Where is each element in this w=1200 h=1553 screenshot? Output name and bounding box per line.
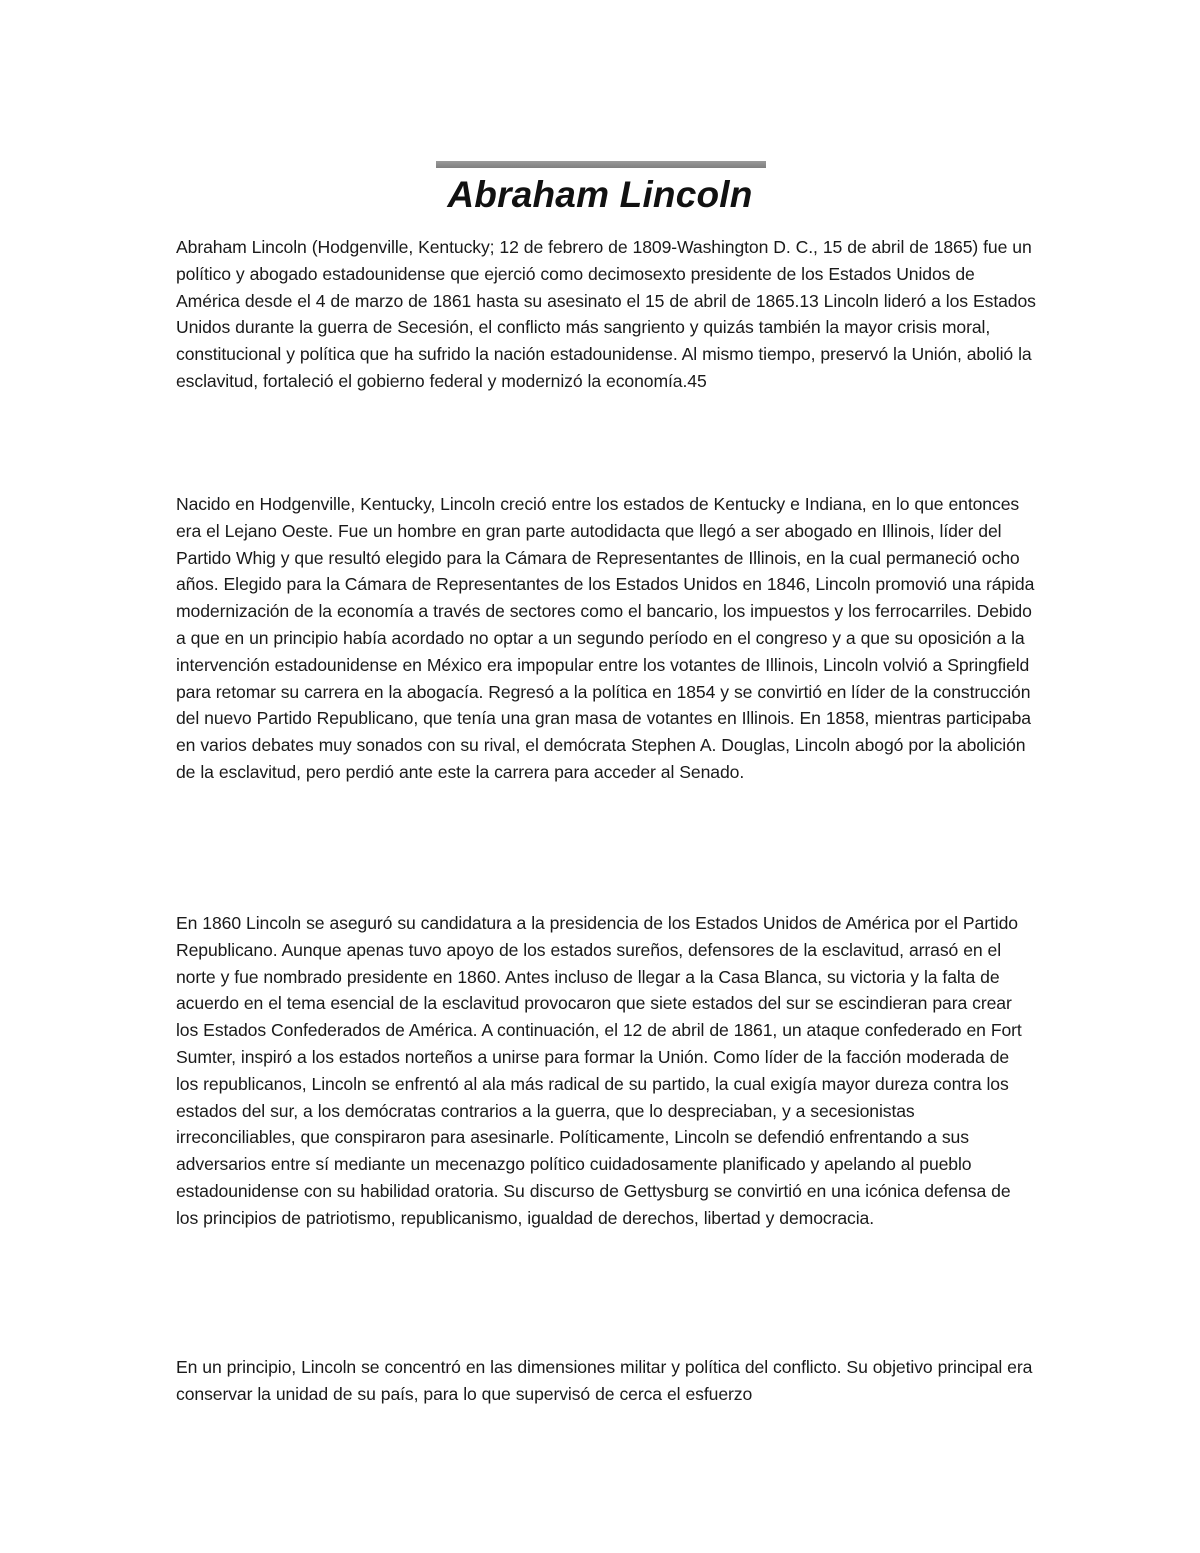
title-rule [436,161,766,168]
paragraph-1-block [176,234,1036,395]
paragraph: Nacido en Hodgenville, Kentucky, Lincoln creció entre los estados de Kentucky e Indiana, en lo que entonces era el Lejano Oeste. Fue un hombre en gran parte autodidacta que llegó a ser abogado en Illinois, líder del Partido Whig y que resultó elegido para la Cámara de Representantes de Illinois, en la cual permaneció ocho años. Elegido para la Cámara de Representantes de los Estados Unidos en 1846, Lincoln promovió una rápida modernización de la economía a través de sectores como el bancario, los impuestos y los ferrocarriles. Debido a que en un principio había acordado no optar a un segundo período en el congreso y a que su oposición a la intervención estadounidense en México era impopular entre los votantes de Illinois, Lincoln volvió a Springfield para retomar su carrera en la abogacía. Regresó a la política en 1854 y se convirtió en líder de la construcción del nuevo Partido Republicano, que tenía una gran masa de votantes en Illinois. En 1858, mientras participaba en varios debates muy sonados con su rival, el demócrata Stephen A. Douglas, Lincoln abogó por la abolición de la esclavitud, pero perdió ante este la carrera para acceder al Senado. [176,494,1035,782]
paragraph-2-block [176,491,1036,786]
document-title: Abraham Lincoln [447,174,753,215]
paragraph: En 1860 Lincoln se aseguró su candidatura a la presidencia de los Estados Unidos de América por el Partido Republicano. Aunque apenas tuvo apoyo de los estados sureños, defensores de la esclavitud, arrasó en el norte y fue nombrado presidente en 1860. Antes incluso de llegar a la Casa Blanca, su victoria y la falta de acuerdo en el tema esencial de la esclavitud provocaron que siete estados del sur se escindieran para crear los Estados Confederados de América. A continuación, el 12 de abril de 1861, un ataque confederado en Fort Sumter, inspiró a los estados norteños a unirse para formar la Unión. Como líder de la facción moderada de los republicanos, Lincoln se enfrentó al ala más radical de su partido, la cual exigía mayor dureza contra los estados del sur, a los demócratas contrarios a la guerra, que lo despreciaban, y a secesionistas irreconciliables, que conspiraron para asesinarle. Políticamente, Lincoln se defendió enfrentando a sus adversarios entre sí mediante un mecenazgo político cuidadosamente planificado y apelando al pueblo estadounidense con su habilidad oratoria. Su discurso de Gettysburg se convirtió en una icónica defensa de los principios de patriotismo, republicanismo, igualdad de derechos, libertad y democracia. [176,913,1022,1228]
paragraph-3-block [176,910,1036,1232]
paragraph: En un principio, Lincoln se concentró en las dimensiones militar y política del conflicto. Su objetivo principal era conservar la unidad de su país, para lo que supervisó de cerca el esfuerzo [176,1357,1033,1404]
paragraph: Abraham Lincoln (Hodgenville, Kentucky; 12 de febrero de 1809-Washington D. C., 15 de abril de 1865) fue un político y abogado estadounidense que ejerció como decimosexto presidente de los Estados Unidos de América desde el 4 de marzo de 1861 hasta su asesinato el 15 de abril de 1865.13 Lincoln lideró a los Estados Unidos durante la guerra de Secesión, el conflicto más sangriento y quizás también la mayor crisis moral, constitucional y política que ha sufrido la nación estadounidense. Al mismo tiempo, preservó la Unión, abolió la esclavitud, fortaleció el gobierno federal y modernizó la economía.45 [176,237,1036,391]
paragraph-4-block [176,1354,1036,1408]
